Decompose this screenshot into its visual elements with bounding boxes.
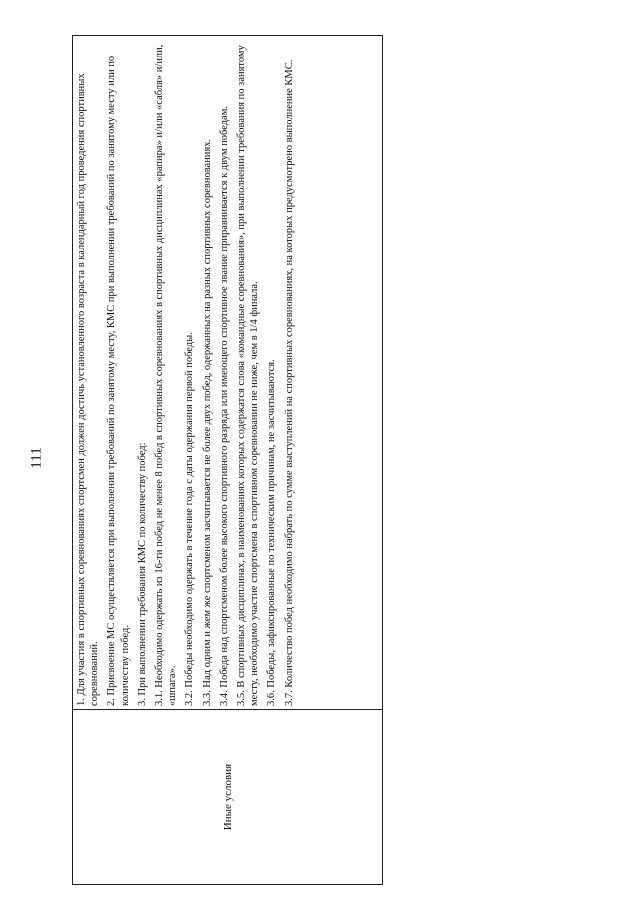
condition-item: 3.3. Над одним и жем же спортсменом засчитывается не более двух побед, одержанных на разных спортивных соревнованиях. [201, 138, 213, 706]
condition-item: 3.1. Необходимо одержать из 16-ти побед не менее 8 побед в спортивных соревнованиях в спортивных дисциплинах «рапира» и/или «сабля» и/или, «шпага». [154, 44, 179, 706]
row-label: Иные условия [221, 763, 234, 831]
condition-item: 2. Присвоение МС осуществляется при выполнении требований по занятому месту, КМС при выполнении требований по занятому месту или по количеству побед. [106, 55, 131, 706]
rotated-table-wrapper [72, 35, 383, 885]
conditions-table [72, 35, 383, 885]
condition-item: 3.5. В спортивных дисциплинах, в наименованиях которых содержатся слова «командные соревнования», при выполнении требования по занятому месту, необходимо участие спортсмена в спортивном соревновании не ниже, чем в 1/4 финала. [236, 45, 261, 706]
condition-item: 3.7. Количество побед необходимо набрать по сумме выступлений на спортивных соревнованиях, на которых предусмотрено выполнение КМС. [283, 59, 295, 706]
condition-item: 3. При выполнении требования КМС по количеству побед: [136, 442, 148, 706]
condition-item: 3.4. Победа над спортсменом более высокого спортивного разряда или имеющего спортивное звание приравнивается к двум победам. [218, 106, 230, 706]
table-row [73, 36, 383, 885]
condition-item: 1. Для участия в спортивных соревнованиях спортсмен должен достичь установленного возраста в календарный год проведения спортивных соревнований. [76, 73, 101, 706]
row-label-cell [73, 710, 383, 885]
conditions-cell [73, 36, 383, 710]
condition-item: 3.6. Победы, зафиксированные по техническим причинам, не засчитываются. [266, 359, 278, 706]
page-number: 111 [28, 447, 45, 469]
condition-item: 3.2. Победы необходимо одержать в течение года с даты одержания первой победы. [184, 332, 196, 706]
